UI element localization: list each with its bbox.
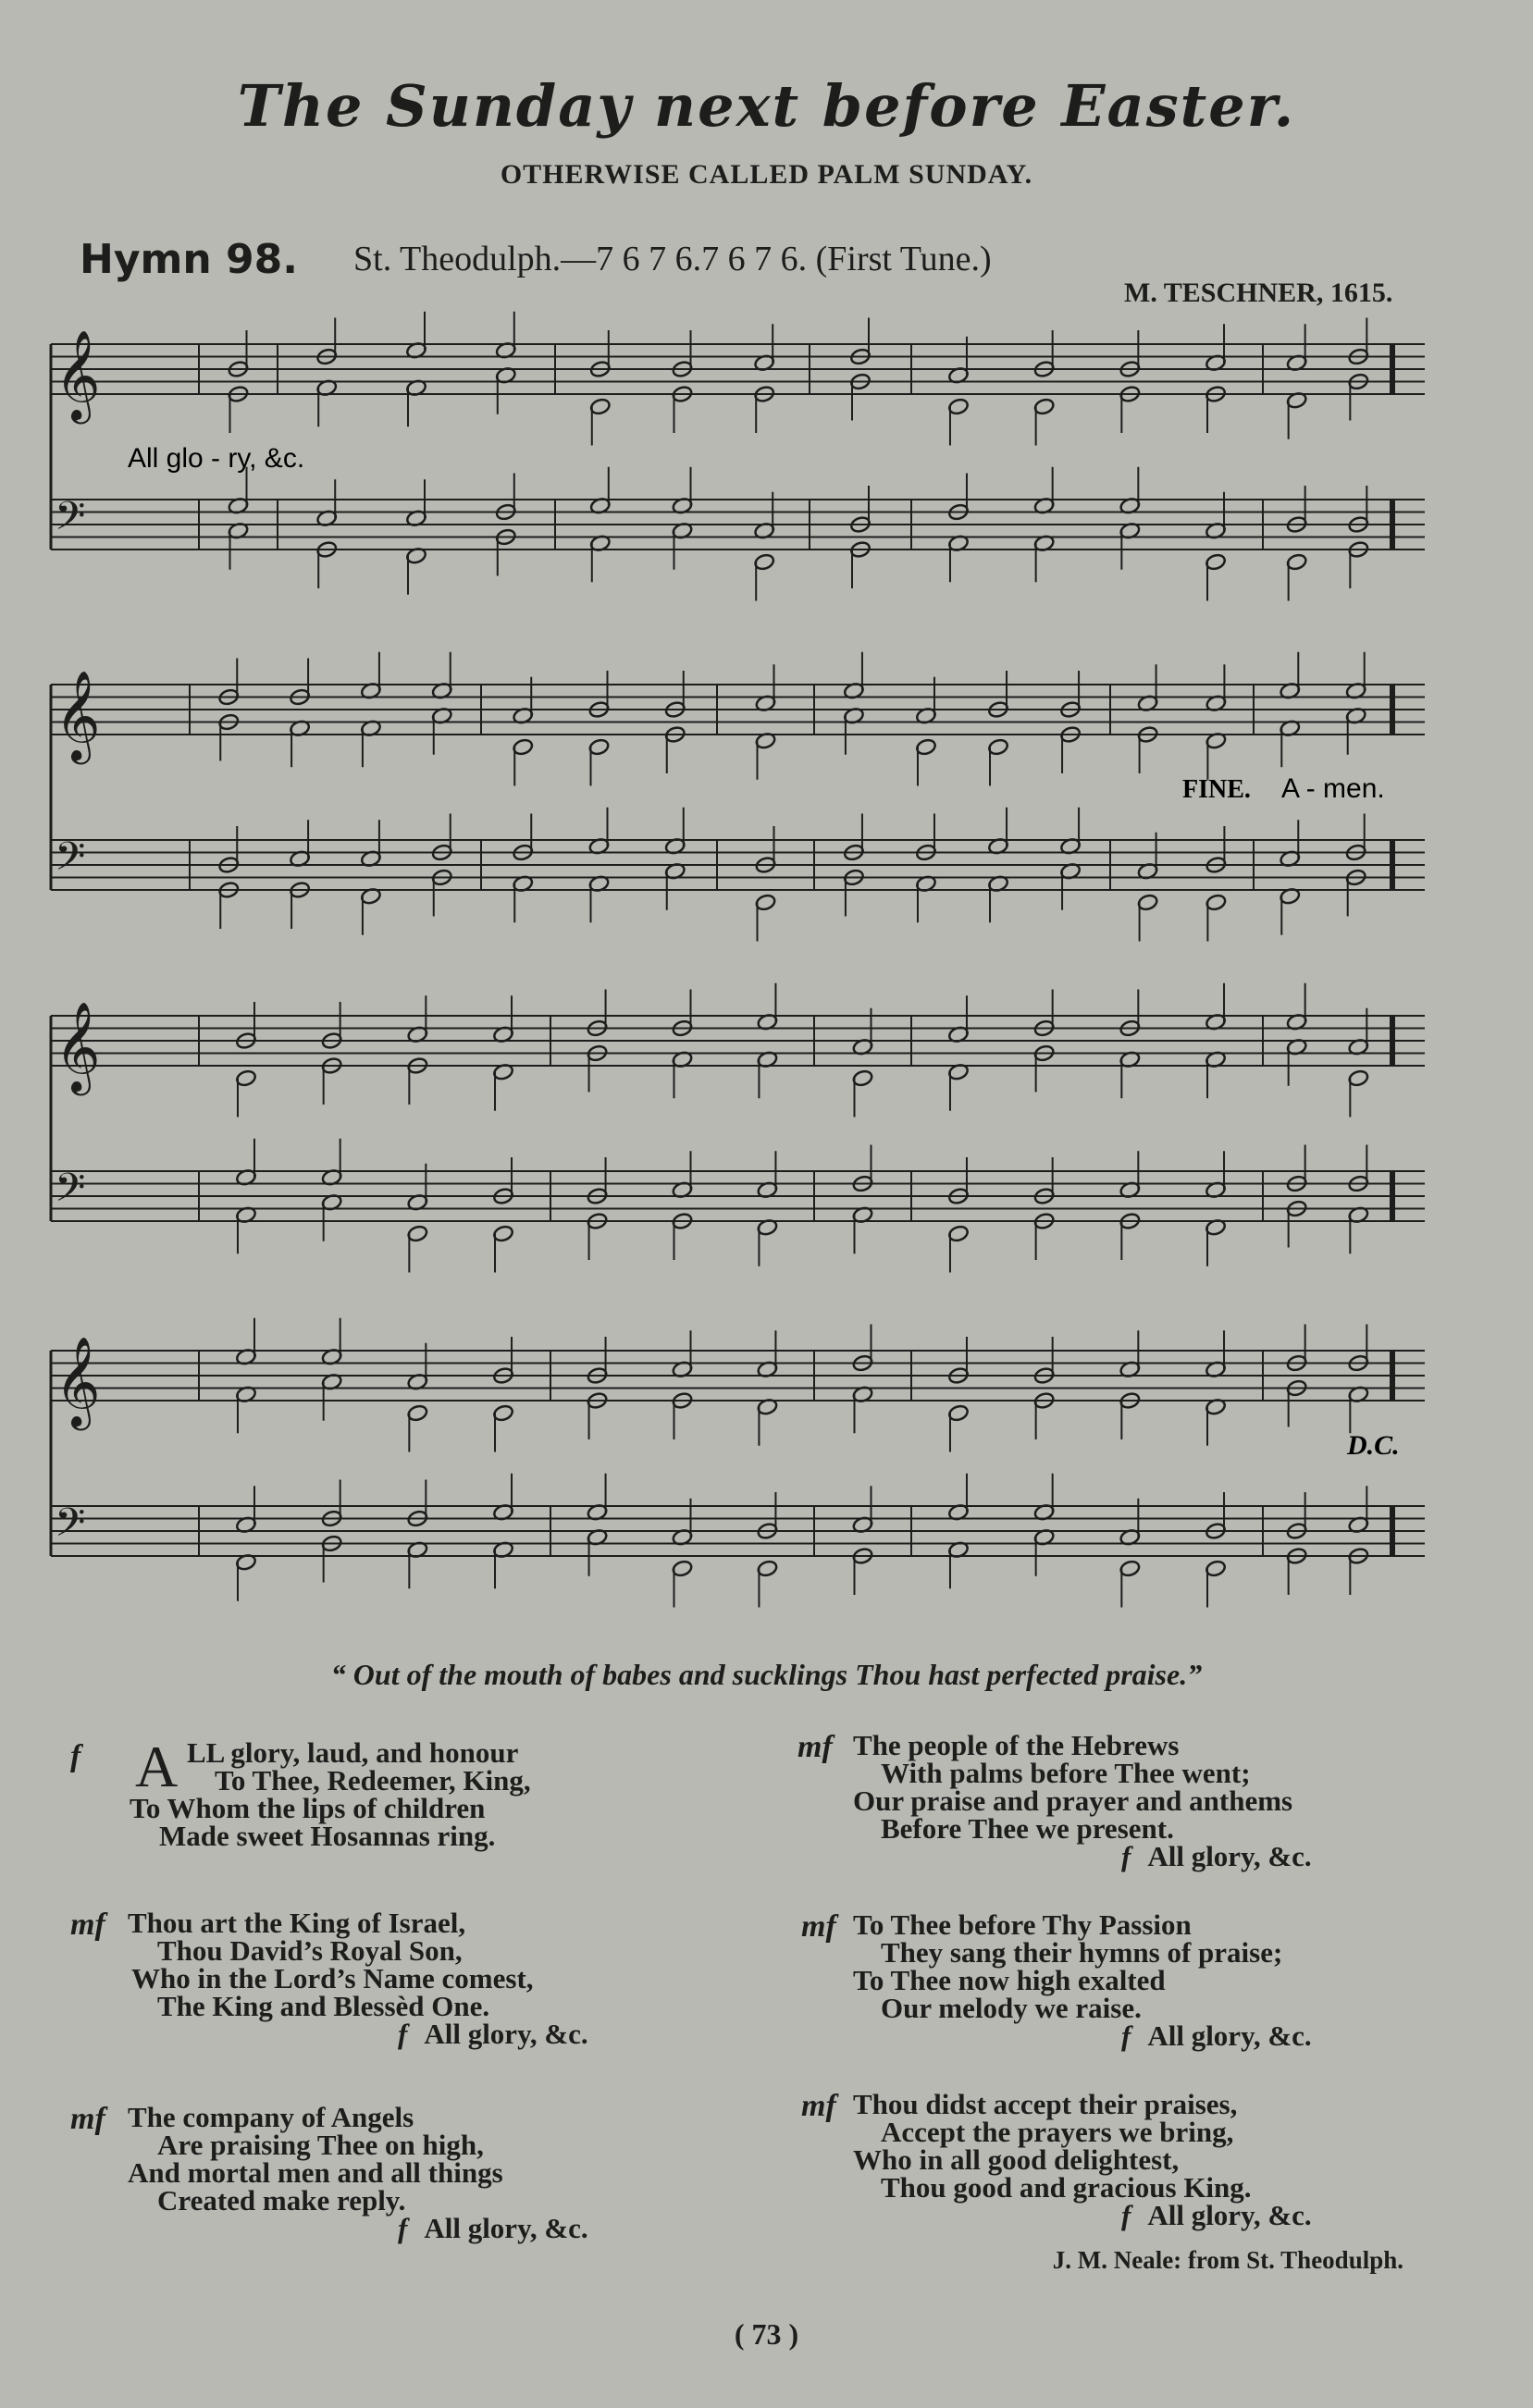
- page-number: ( 73 ): [734, 2317, 799, 2351]
- verse-line: LL glory, laud, and honour: [187, 1736, 519, 1769]
- dynamic-mark: mf: [70, 2102, 105, 2136]
- verse-line: With palms before Thee went;: [881, 1757, 1251, 1789]
- dynamic-mark: mf: [70, 1908, 105, 1942]
- verse-refrain: [128, 2020, 588, 2048]
- verse-line: Who in all good delightest,: [853, 2143, 1180, 2176]
- verse-line: The company of Angels: [128, 2101, 414, 2133]
- refrain-text: All glory, &c.: [1147, 2199, 1312, 2231]
- dynamic-mark: mf: [801, 2089, 836, 2123]
- verse-2: [128, 1909, 588, 2048]
- refrain-text: All glory, &c.: [1147, 2019, 1312, 2052]
- verse-4: [853, 1729, 1312, 1872]
- verse-line: Our melody we raise.: [881, 1992, 1142, 2024]
- verse-line: Thou David’s Royal Son,: [157, 1934, 463, 1967]
- verse-refrain: [128, 2212, 588, 2244]
- refrain-dynamic: f: [398, 2212, 408, 2244]
- attribution: J. M. Neale: from St. Theodulph.: [1052, 2246, 1403, 2274]
- page-subtitle: OTHERWISE CALLED PALM SUNDAY.: [500, 159, 1033, 190]
- verse-3: [128, 2101, 588, 2244]
- staff-lines: [51, 329, 1425, 1556]
- verse-1: [130, 1734, 531, 1852]
- treble-clef-icon: 𝄞: [55, 329, 101, 420]
- drop-cap: A: [135, 1734, 179, 1799]
- refrain-dynamic: f: [1121, 2199, 1131, 2231]
- verse-line: To Thee now high exalted: [853, 1964, 1166, 1996]
- refrain-dynamic: f: [398, 2018, 408, 2050]
- verse-refrain: [853, 2199, 1312, 2231]
- verse-refrain: [853, 2019, 1312, 2052]
- treble-clef-icon: 𝄞: [55, 670, 101, 760]
- verse-line: To Whom the lips of children: [130, 1792, 486, 1824]
- refrain-text: All glory, &c.: [1147, 1840, 1312, 1872]
- treble-clef-icon: 𝄞: [55, 1001, 101, 1092]
- dynamic-mark: mf: [801, 1909, 836, 1944]
- verse-line: To Thee, Redeemer, King,: [215, 1764, 531, 1797]
- bass-clef-icon: 𝄢: [55, 834, 86, 890]
- verse-line: Accept the prayers we bring,: [881, 2116, 1234, 2148]
- verse-line: Our praise and prayer and anthems: [853, 1784, 1293, 1817]
- verse-line: Are praising Thee on high,: [157, 2129, 484, 2161]
- dynamic-mark: f: [70, 1739, 81, 1773]
- refrain-text: All glory, &c.: [424, 2018, 588, 2050]
- bass-clef-icon: 𝄢: [55, 1165, 86, 1221]
- treble-clef-icon: 𝄞: [55, 1336, 101, 1426]
- verse-line: Created make reply.: [157, 2184, 406, 2217]
- verse-line: Who in the Lord’s Name comest,: [131, 1962, 534, 1994]
- hymn-number: Hymn 98.: [80, 236, 298, 283]
- dynamic-mark: mf: [797, 1730, 833, 1764]
- bass-clef-icon: 𝄢: [55, 1500, 86, 1556]
- verse-line: The people of the Hebrews: [853, 1729, 1180, 1761]
- refrain-text: All glory, &c.: [424, 2212, 588, 2244]
- scripture-quote: “ Out of the mouth of babes and sucklings Thou hast perfected praise.”: [330, 1658, 1203, 1691]
- music-notes: [217, 312, 1369, 1608]
- verse-refrain: [853, 1840, 1312, 1872]
- verse-line: Made sweet Hosannas ring.: [159, 1820, 496, 1852]
- verse-line: Thou didst accept their praises,: [853, 2088, 1238, 2120]
- verse-line: And mortal men and all things: [128, 2156, 503, 2189]
- verse-line: To Thee before Thy Passion: [853, 1908, 1192, 1941]
- verse-line: Before Thee we present.: [881, 1812, 1174, 1845]
- amen-lyric: A - men.: [1281, 773, 1385, 804]
- fine-mark: FINE.: [1182, 775, 1251, 804]
- verse-line: Thou good and gracious King.: [881, 2171, 1252, 2204]
- verse-line: They sang their hymns of praise;: [881, 1936, 1283, 1969]
- lyric-underlay: All glo - ry, &c.: [128, 443, 305, 474]
- refrain-dynamic: f: [1121, 2019, 1131, 2052]
- refrain-dynamic: f: [1121, 1840, 1131, 1872]
- composer: M. TESCHNER, 1615.: [1124, 278, 1393, 308]
- tune-name: St. Theodulph.—7 6 7 6.7 6 7 6. (First Tune.): [353, 240, 992, 278]
- verse-5: [853, 1908, 1312, 2052]
- dc-mark: D.C.: [1347, 1430, 1400, 1461]
- page-title: The Sunday next before Easter.: [237, 72, 1296, 140]
- verse-6: [853, 2088, 1312, 2231]
- verse-line: The King and Blessèd One.: [157, 1990, 490, 2022]
- verse-line: Thou art the King of Israel,: [128, 1907, 466, 1939]
- bass-clef-icon: 𝄢: [55, 493, 86, 550]
